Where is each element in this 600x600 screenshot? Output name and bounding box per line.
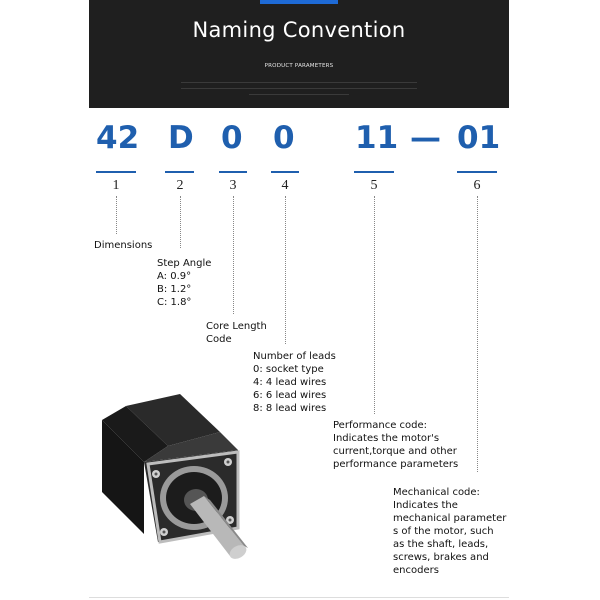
code-underline	[219, 171, 247, 173]
leader-line-5	[374, 196, 375, 414]
leader-line-1	[116, 196, 117, 234]
decorative-line	[249, 94, 349, 95]
header-accent-bar	[260, 0, 338, 4]
label-core-length: Core Length Code	[206, 321, 267, 345]
code-segment-dimensions: 42	[96, 120, 140, 156]
label-number-of-leads: Number of leads 0: socket type 4: 4 lead wires 6: 6 lead wires 8: 8 lead wires	[253, 351, 336, 414]
code-underline	[354, 171, 394, 173]
code-segment-core-length: 0	[221, 120, 243, 156]
code-underline	[271, 171, 299, 173]
page-title: Naming Convention	[192, 18, 406, 42]
code-segment-performance: 11	[355, 120, 399, 156]
decorative-line	[181, 82, 417, 83]
code-segment-leads: 0	[273, 120, 295, 156]
leader-line-4	[285, 196, 286, 344]
position-number-1: 1	[112, 178, 120, 193]
code-segment-mechanical: 01	[457, 120, 501, 156]
header-banner	[89, 0, 509, 108]
label-performance-code: Performance code: Indicates the motor's current,torque and other performance parameters	[333, 420, 459, 470]
label-step-angle: Step Angle A: 0.9° B: 1.2° C: 1.8°	[157, 258, 212, 308]
code-segment-step-angle: D	[168, 120, 194, 156]
position-number-2: 2	[176, 178, 184, 193]
code-underline	[457, 171, 497, 173]
leader-line-2	[180, 196, 181, 248]
code-separator-dash: —	[410, 120, 441, 156]
position-number-5: 5	[370, 178, 378, 193]
label-mechanical-code: Mechanical code: Indicates the mechanical parameter s of the motor, such as the shaft, leads, screws, brakes and encoders	[393, 487, 507, 576]
stepper-motor-image	[98, 392, 258, 562]
label-dimensions: Dimensions	[94, 240, 153, 251]
decorative-line	[181, 88, 417, 89]
code-underline	[165, 171, 194, 173]
leader-line-3	[233, 196, 234, 314]
bottom-divider	[89, 597, 509, 598]
code-underline	[96, 171, 136, 173]
page-subtitle: PRODUCT PARAMETERS	[264, 63, 334, 69]
position-number-4: 4	[281, 178, 289, 193]
position-number-6: 6	[473, 178, 481, 193]
position-number-3: 3	[229, 178, 237, 193]
leader-line-6	[477, 196, 478, 472]
